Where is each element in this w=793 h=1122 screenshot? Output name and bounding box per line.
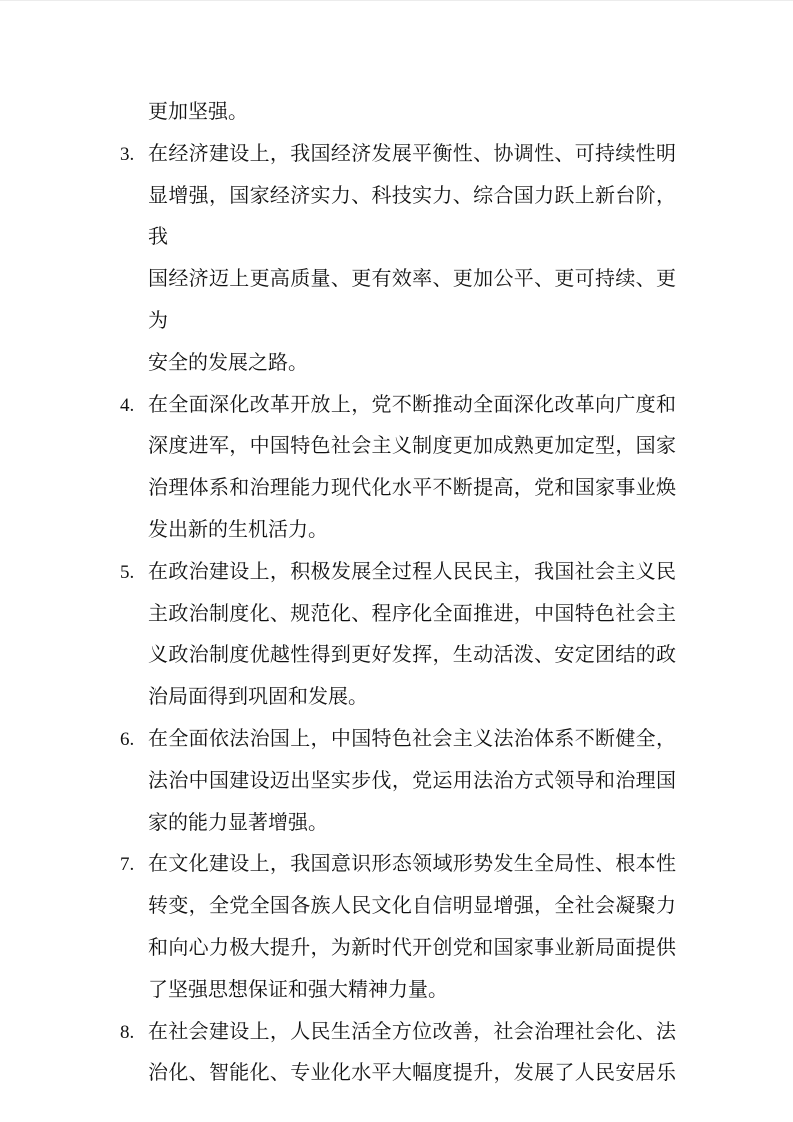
text-line: 在全面深化改革开放上，党不断推动全面深化改革向广度和 [148, 393, 676, 416]
text-line: 治局面得到巩固和发展。 [148, 686, 368, 709]
list-item-7 [120, 844, 676, 1011]
list-item-body [148, 134, 676, 385]
list-item-number: 4. [120, 394, 135, 416]
list-item-body [148, 719, 676, 844]
list-item-number: 7. [120, 854, 135, 876]
text-line: 在社会建设上，人民生活全方位改善，社会治理社会化、法 [148, 1020, 676, 1043]
text-line: 转变，全党全国各族人民文化自信明显增强，全社会凝聚力 [148, 895, 676, 918]
text-line: 了坚强思想保证和强大精神力量。 [148, 978, 448, 1001]
text-line: 主政治制度化、规范化、程序化全面推进，中国特色社会主 [148, 602, 676, 625]
list-item-number: 5. [120, 561, 135, 583]
text-line: 法治中国建设迈出坚实步伐，党运用法治方式领导和治理国 [148, 769, 676, 792]
text-line: 深度进军，中国特色社会主义制度更加成熟更加定型，国家 [148, 435, 676, 458]
text-line: 国经济迈上更高质量、更有效率、更加公平、更可持续、更为 [148, 268, 676, 332]
text-line: 和向心力极大提升，为新时代开创党和国家事业新局面提供 [148, 936, 676, 959]
list-item-number: 6. [120, 728, 135, 750]
list-item-number: 8. [120, 1021, 135, 1043]
list-item-6 [120, 719, 676, 844]
list-item-5 [120, 552, 676, 719]
text-line: 义政治制度优越性得到更好发挥，生动活泼、安定团结的政 [148, 644, 676, 667]
list-item-body [148, 92, 676, 134]
text-line: 在文化建设上，我国意识形态领域形势发生全局性、根本性 [148, 853, 676, 876]
list-item-body [148, 844, 676, 1011]
text-line: 在经济建设上，我国经济发展平衡性、协调性、可持续性明 [148, 142, 676, 165]
text-line: 家的能力显著增强。 [148, 811, 328, 834]
text-line: 治化、智能化、专业化水平大幅度提升，发展了人民安居乐 [148, 1062, 676, 1085]
list-item-continuation [120, 92, 676, 134]
list-item-body [148, 385, 676, 552]
list-item-body [148, 1012, 676, 1096]
list-item-4 [120, 385, 676, 552]
list-item-body [148, 552, 676, 719]
list-item-8 [120, 1012, 676, 1096]
text-line: 发出新的生机活力。 [148, 518, 328, 541]
document-content [120, 92, 676, 1095]
text-line: 治理体系和治理能力现代化水平不断提高，党和国家事业焕 [148, 477, 676, 500]
list-item-number: 3. [120, 143, 135, 165]
list-item-3 [120, 134, 676, 385]
text-line: 更加坚强。 [148, 101, 248, 123]
text-line: 安全的发展之路。 [148, 351, 308, 374]
text-line: 在政治建设上，积极发展全过程人民民主，我国社会主义民 [148, 560, 676, 583]
text-line: 显增强，国家经济实力、科技实力、综合国力跃上新台阶，我 [148, 184, 676, 249]
text-line: 在全面依法治国上，中国特色社会主义法治体系不断健全， [148, 727, 676, 750]
